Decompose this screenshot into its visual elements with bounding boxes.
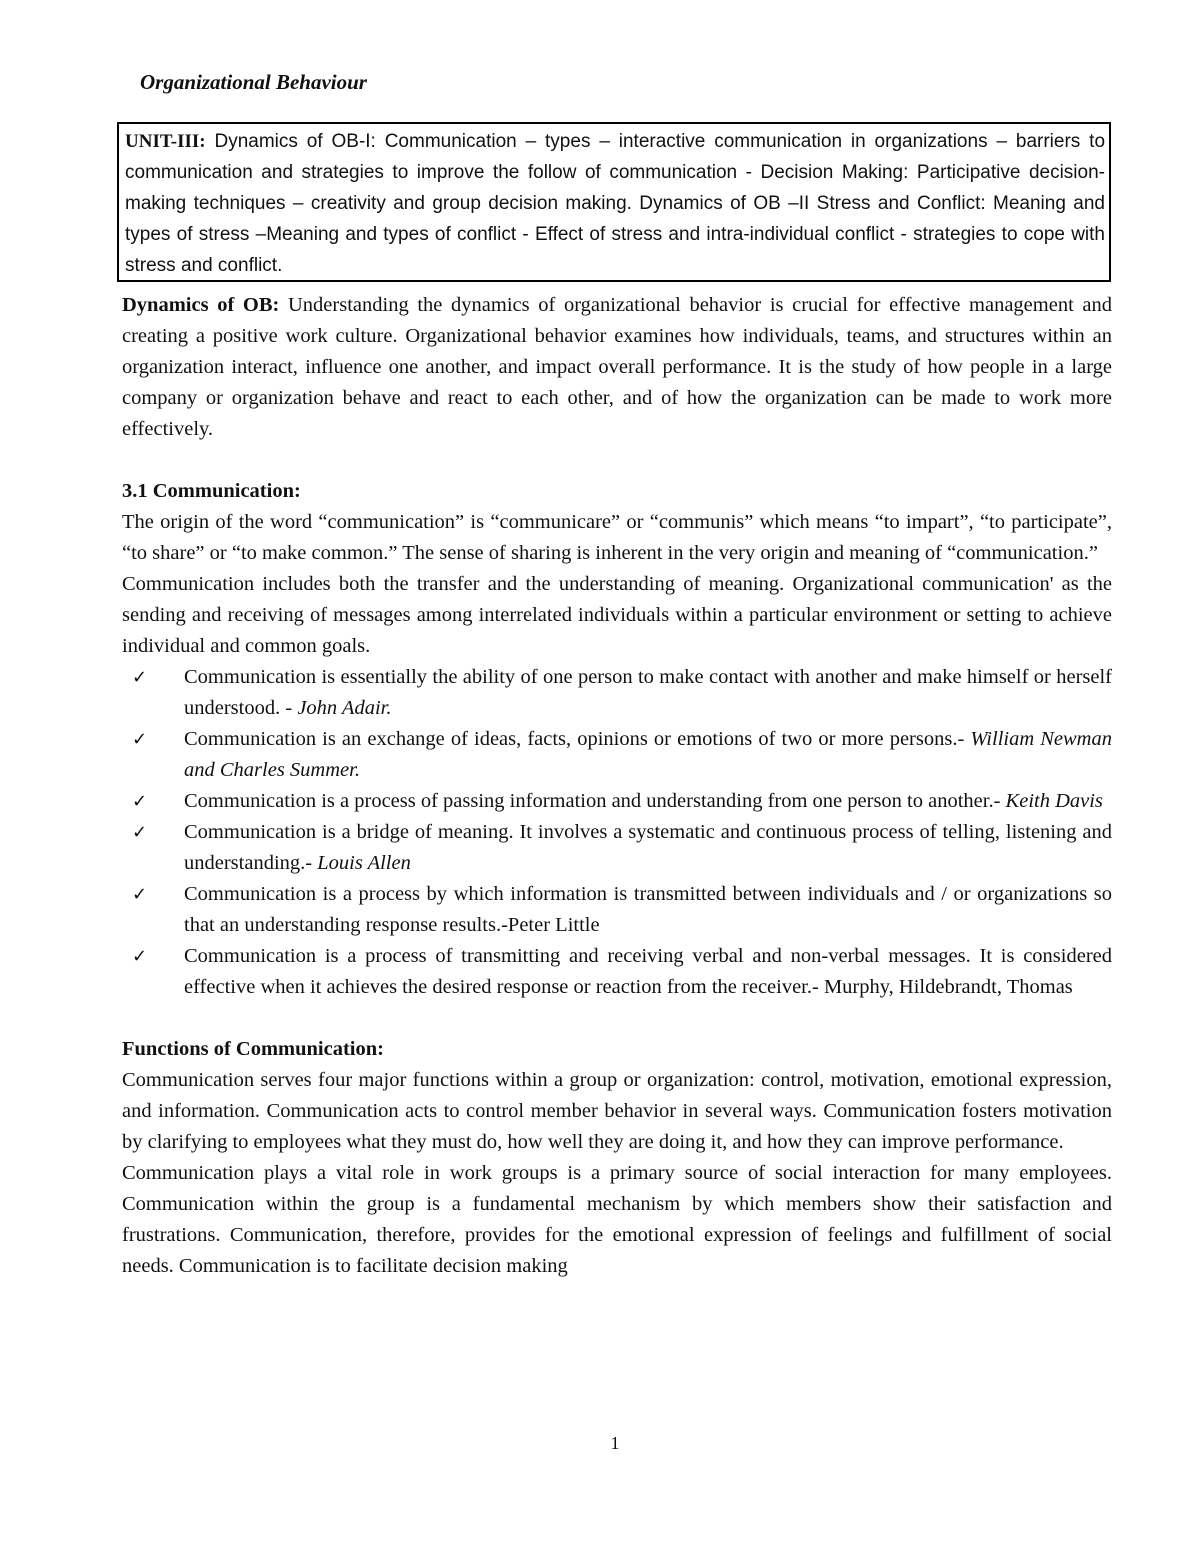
dynamics-text: Understanding the dynamics of organizational behavior is crucial for effective management and creating a positive work culture. Organizational behavior examines how individuals, teams, and structures within an organization interact, influence one another, and impact overall performance. It is the study of how people in a large company or organization behave and react to each other, and of how the organization can be made to work more effectively. [122,294,1113,440]
quote-author: Louis Allen [317,852,411,874]
communication-definition: Communication includes both the transfer and the understanding of meaning. Organizational communication' as the sending and receiving of messages among interrelated individuals within a particular environment or setting to achieve individual and common goals. [122,573,1112,657]
list-item: ✓ Communication is essentially the ability of one person to make contact with another and make himself or herself understood. - John Adair. [122,662,1112,724]
quote-author: John Adair. [297,697,392,719]
list-item: ✓ Communication is a process of passing information and understanding from one person to another.- Keith Davis [122,786,1112,817]
unit-syllabus-box [117,122,1111,282]
quote-author: William Newman and Charles Summer. [184,728,1112,781]
checkmark-icon: ✓ [132,884,148,905]
checkmark-icon: ✓ [132,791,148,812]
main-content [122,290,1112,1282]
page-number: 1 [610,1433,620,1453]
functions-paragraph-2: Communication plays a vital role in work groups is a primary source of social interaction for many employees. Communication within the group is a fundamental mechanism by which members show their satisfaction and frustrations. Communication, therefore, provides for the emotional expression of feelings and fulfillment of social needs. Communication is to facilitate decision making [122,1162,1112,1277]
list-item: ✓ Communication is a process of transmitting and receiving verbal and non-verbal messages. It is considered effective when it achieves the desired response or reaction from the receiver.- Murphy, Hildebrandt, Thomas [122,941,1112,1003]
definitions-list [122,662,1112,1003]
functions-heading: Functions of Communication: [122,1038,384,1060]
dynamics-paragraph [122,290,1112,445]
list-item: ✓ Communication is a process by which information is transmitted between individuals and / or organizations so that an understanding response results.-Peter Little [122,879,1112,941]
checkmark-icon: ✓ [132,946,148,967]
unit-label: UNIT-III: [125,131,206,152]
list-item: ✓ Communication is an exchange of ideas, facts, opinions or emotions of two or more persons.- William Newman and Charles Summer. [122,724,1112,786]
list-item: ✓ Communication is a bridge of meaning. It involves a systematic and continuous process of telling, listening and understanding.- Louis Allen [122,817,1112,879]
communication-origin: The origin of the word “communication” is “communicare” or “communis” which means “to impart”, “to participate”, “to share” or “to make common.” The sense of sharing is inherent in the very origin and meaning of “communication.” [122,511,1112,564]
unit-syllabus-text: Dynamics of OB-I: Communication – types – interactive communication in organizations – barriers to communication and strategies to improve the follow of communication - Decision Making: Participative decision-making techniques – creativity and group decision making. Dynamics of OB –II Stress and Conflict: Meaning and types of stress –Meaning and types of conflict - Effect of stress and intra-individual conflict - strategies to cope with stress and conflict. [125,131,1106,276]
communication-heading: 3.1 Communication: [122,480,301,502]
functions-paragraph-1: Communication serves four major functions within a group or organization: control, motivation, emotional expression, and information. Communication acts to control member behavior in several ways. Communication fosters motivation by clarifying to employees what they must do, how well they are doing it, and how they can improve performance. [122,1069,1112,1153]
dynamics-label: Dynamics of OB: [122,294,280,316]
page-header-title: Organizational Behaviour [140,70,367,94]
checkmark-icon: ✓ [132,729,148,750]
checkmark-icon: ✓ [132,822,148,843]
quote-author: Keith Davis [1005,790,1103,812]
checkmark-icon: ✓ [132,667,148,688]
